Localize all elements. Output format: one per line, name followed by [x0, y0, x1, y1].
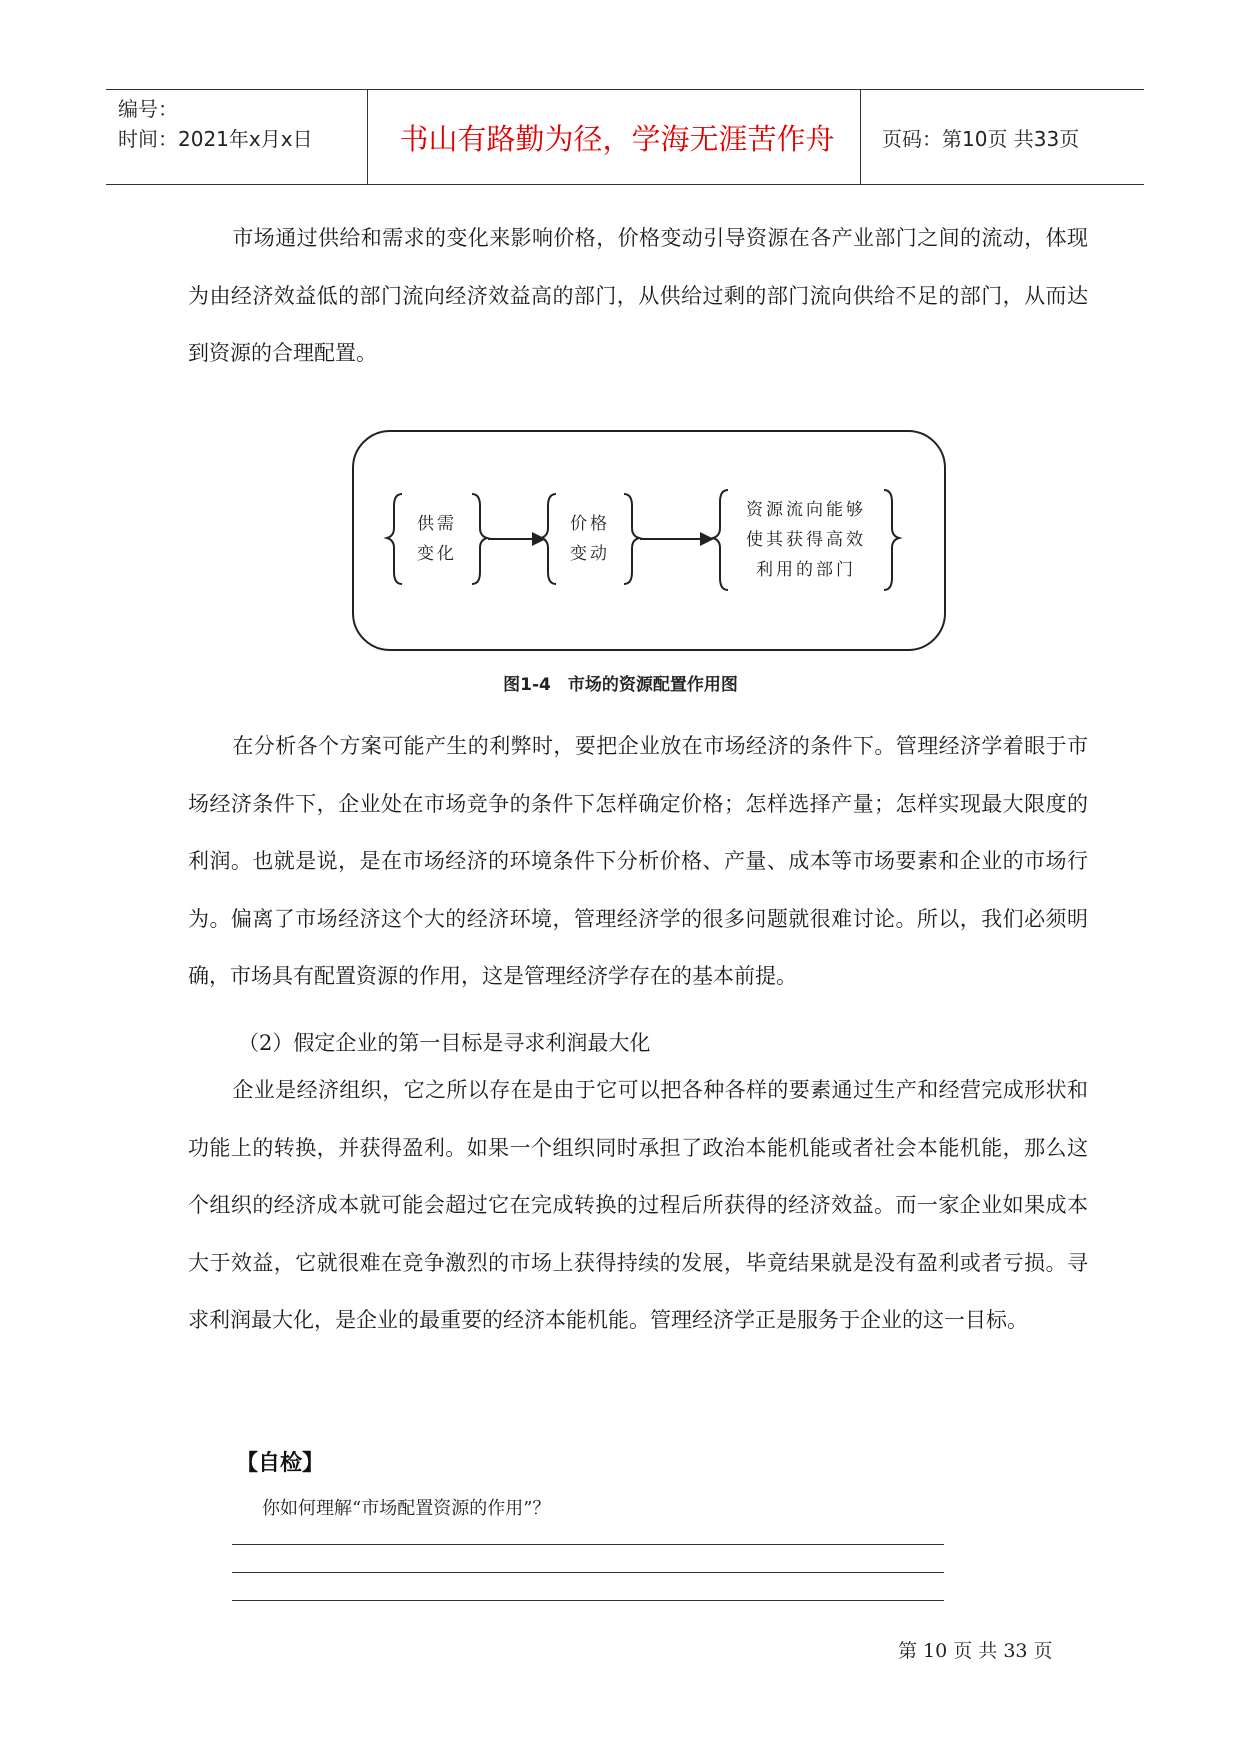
box-text: 变动: [570, 544, 610, 564]
header-page-number: 页码：第10页 共33页: [882, 126, 1080, 151]
header-meta: [118, 94, 368, 154]
supply-demand-box: [402, 494, 472, 584]
box-text: 使其获得高效: [746, 530, 866, 550]
answer-line[interactable]: [232, 1572, 944, 1573]
selfcheck-title: 【自检】: [236, 1451, 325, 1476]
price-change-box: [556, 494, 624, 584]
paragraph: [188, 1062, 1088, 1350]
box-text: 资源流向能够: [746, 500, 866, 520]
paragraph-text: 企业是经济组织，它之所以存在是由于它可以把各种各样的要素通过生产和经营完成形状和功能上的转换，并获得盈利。如果一个组织同时承担了政治本能机能或者社会本能机能，那么这个组织的经济成本就可能会超过它在完成转换的过程后所获得的经济效益。而一家企业如果成本大于效益，它就很难在竞争激烈的市场上获得持续的发展，毕竟结果就是没有盈利或者亏损。寻求利润最大化，是企业的最重要的经济本能机能。管理经济学正是服务于企业的这一目标。: [188, 1078, 1088, 1332]
box-text: 利用的部门: [756, 560, 856, 580]
answer-line[interactable]: [232, 1600, 944, 1601]
resource-allocation-diagram: [352, 430, 946, 651]
resource-flow-box: [726, 490, 886, 590]
box-text: 价格: [570, 514, 610, 534]
answer-line[interactable]: [232, 1544, 944, 1545]
box-text: 变化: [417, 544, 457, 564]
paragraph: [188, 210, 1088, 383]
paragraph-text: 在分析各个方案可能产生的利弊时，要把企业放在市场经济的条件下。管理经济学着眼于市场经济条件下，企业处在市场竞争的条件下怎样确定价格；怎样选择产量；怎样实现最大限度的利润。也就是说，是在市场经济的环境条件下分析价格、产量、成本等市场要素和企业的市场行为。偏离了市场经济这个大的经济环境，管理经济学的很多问题就很难讨论。所以，我们必须明确，市场具有配置资源的作用，这是管理经济学存在的基本前提。: [188, 734, 1088, 988]
section-heading: （2）假定企业的第一目标是寻求利润最大化: [238, 1031, 651, 1055]
box-text: 供需: [417, 514, 457, 534]
paragraph: [188, 718, 1088, 1006]
header-motto: 书山有路勤为径，学海无涯苦作舟: [399, 121, 835, 156]
selfcheck-question: 你如何理解“市场配置资源的作用”？: [262, 1498, 551, 1519]
document-number-label: 编号：: [118, 97, 178, 121]
document-time: 时间：2021年x月x日: [118, 127, 313, 151]
paragraph-text: 市场通过供给和需求的变化来影响价格，价格变动引导资源在各产业部门之间的流动，体现为由经济效益低的部门流向经济效益高的部门，从供给过剩的部门流向供给不足的部门，从而达到资源的合理配置。: [188, 226, 1088, 365]
page-footer: 第 10 页 共 33 页: [898, 1640, 1053, 1662]
page-header: [106, 89, 1144, 185]
figure-caption: 图1-4 市场的资源配置作用图: [503, 675, 738, 695]
